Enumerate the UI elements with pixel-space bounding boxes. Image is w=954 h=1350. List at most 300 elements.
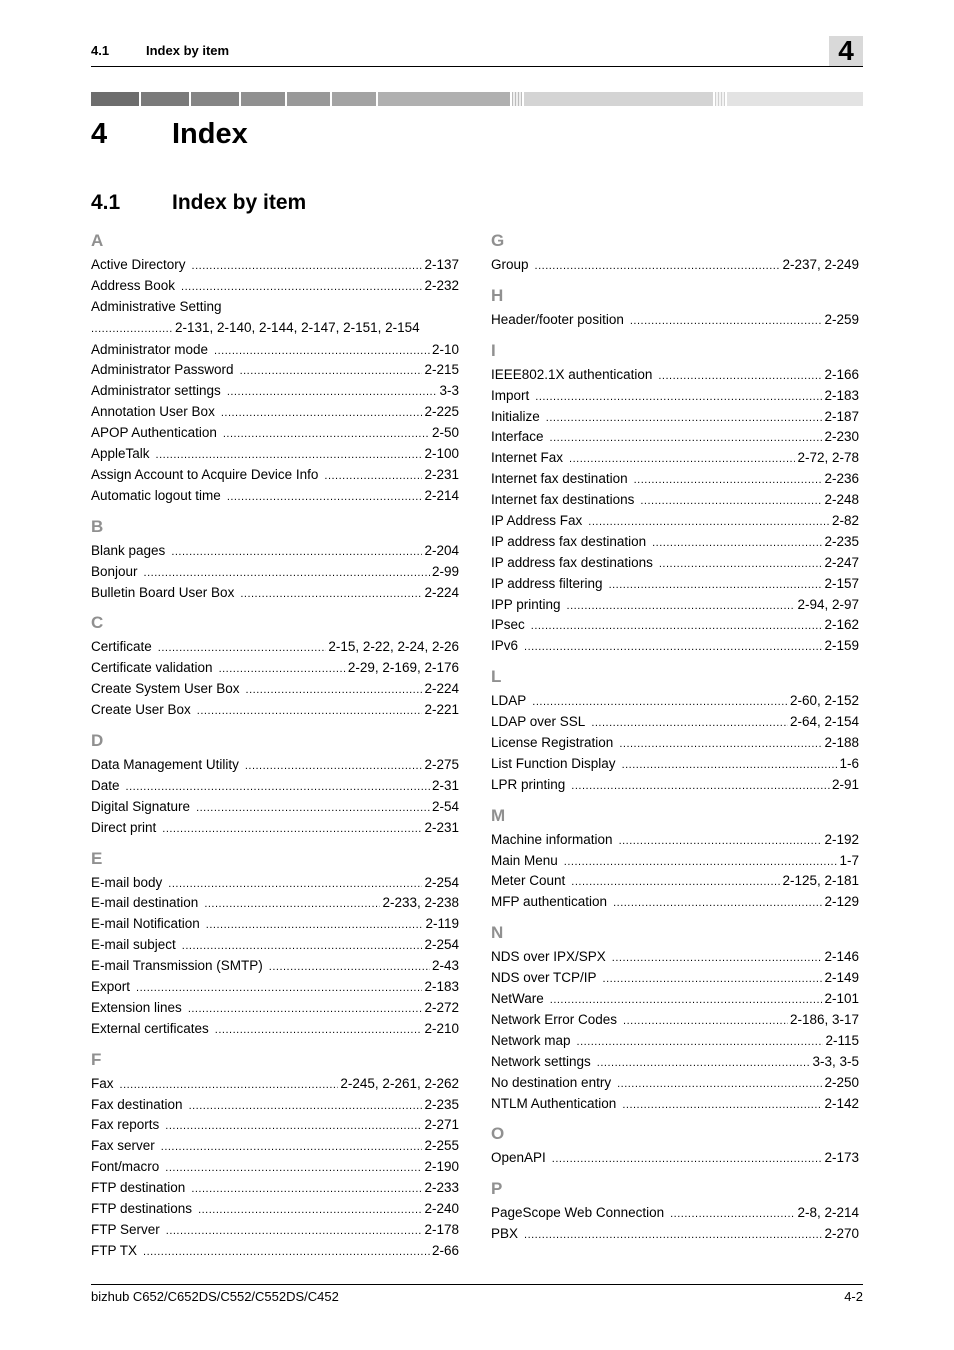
index-entry-term: Address Book	[91, 277, 176, 293]
index-entry-pages: 3-3	[439, 383, 459, 399]
index-entry	[491, 1052, 859, 1073]
leader-dots	[126, 777, 430, 798]
index-entry-term: Fax	[91, 1075, 114, 1091]
index-entry-term: Certificate	[91, 639, 152, 655]
index-entry-pages: 2-187	[824, 408, 859, 424]
leader-dots	[171, 542, 422, 563]
index-entry-pages: 2-31	[431, 777, 459, 793]
index-entry	[91, 797, 459, 818]
index-entry-pages: 2-254	[424, 937, 459, 953]
index-entry	[91, 276, 459, 297]
leader-dots	[91, 319, 173, 340]
index-entry-pages: 2-146	[824, 949, 859, 965]
index-entry	[91, 255, 459, 276]
leader-dots	[613, 893, 822, 914]
index-entry-pages: 2-233	[424, 1180, 459, 1196]
index-entry-term: Bulletin Board User Box	[91, 584, 235, 600]
index-entry-pages: 2-54	[431, 798, 459, 814]
index-entry-term: Internet Fax	[491, 450, 564, 466]
index-entry	[491, 892, 859, 913]
index-entry-pages: 2-173	[824, 1150, 859, 1166]
index-entry-term: FTP destinations	[91, 1200, 193, 1216]
leader-dots	[591, 713, 788, 734]
index-entry	[91, 465, 459, 486]
leader-dots	[531, 616, 823, 637]
leader-dots	[245, 756, 423, 777]
index-entry	[491, 553, 859, 574]
index-entry-term: LDAP over SSL	[491, 714, 586, 730]
index-entry	[491, 427, 859, 448]
page-footer	[91, 1284, 863, 1309]
index-entry	[91, 1241, 459, 1262]
leader-dots	[168, 874, 422, 895]
header-section-number: 4.1	[91, 43, 110, 58]
leader-dots	[609, 575, 823, 596]
index-entry	[91, 755, 459, 776]
index-entry	[91, 914, 459, 935]
leader-dots	[214, 341, 430, 362]
leader-dots	[524, 637, 822, 658]
index-entry-pages: 2-186, 3-17	[789, 1011, 859, 1027]
index-entry	[91, 1095, 459, 1116]
index-entry	[91, 1136, 459, 1157]
index-entry	[491, 310, 859, 331]
index-entry	[91, 679, 459, 700]
leader-dots	[246, 680, 423, 701]
index-entry-pages: 2-225	[424, 404, 459, 420]
index-entry-term: Date	[91, 777, 120, 793]
index-entry-term: Internet fax destinations	[491, 492, 635, 508]
index-entry-term: Network Error Codes	[491, 1011, 618, 1027]
index-entry	[91, 700, 459, 721]
leader-dots	[197, 701, 423, 722]
index-entry-pages: 2-149	[824, 970, 859, 986]
index-entry	[491, 615, 859, 636]
index-entry-pages: 1-6	[839, 755, 859, 771]
index-entry-term: Header/footer position	[491, 311, 624, 327]
index-entry-term: IPP printing	[491, 596, 561, 612]
index-entry-pages: 2-8, 2-214	[797, 1205, 859, 1221]
index-entry-term: License Registration	[491, 735, 614, 751]
index-entry	[491, 733, 859, 754]
leader-dots	[189, 1096, 423, 1117]
index-entry	[91, 444, 459, 465]
leader-dots	[630, 311, 823, 332]
section-name: Index by item	[172, 191, 307, 214]
leader-dots	[640, 491, 822, 512]
section-number: 4.1	[91, 191, 121, 214]
index-entry-pages: 2-162	[824, 617, 859, 633]
index-entry-pages: 2-192	[824, 831, 859, 847]
index-entry-term: Bonjour	[91, 563, 138, 579]
leader-dots	[227, 382, 438, 403]
leader-dots	[622, 755, 838, 776]
header-chapter-number: 4	[829, 36, 863, 66]
index-entry-term: Administrator settings	[91, 383, 221, 399]
index-column-left	[91, 229, 459, 1262]
index-entry-pages: 2-235	[824, 533, 859, 549]
index-entry-term: MFP authentication	[491, 894, 608, 910]
index-entry-term: Administrator mode	[91, 341, 209, 357]
index-entry	[491, 490, 859, 511]
index-entry-pages: 2-142	[824, 1095, 859, 1111]
index-entry-pages: 2-235	[424, 1096, 459, 1112]
index-entry-pages: 2-231	[424, 466, 459, 482]
leader-dots	[143, 1242, 430, 1263]
leader-dots	[161, 1137, 423, 1158]
index-entry	[91, 381, 459, 402]
leader-dots	[269, 957, 430, 978]
leader-dots	[535, 387, 822, 408]
index-entry-term: AppleTalk	[91, 446, 150, 462]
index-entry-pages: 2-248	[824, 492, 859, 508]
index-entry	[491, 448, 859, 469]
running-header	[91, 35, 863, 67]
index-entry-term: Network map	[491, 1032, 571, 1048]
chapter-number: 4	[91, 118, 108, 150]
index-entry	[91, 1074, 459, 1095]
leader-dots	[524, 1225, 822, 1246]
leader-dots	[612, 948, 823, 969]
index-entry-term: LDAP	[491, 693, 527, 709]
leader-dots	[324, 466, 422, 487]
leader-dots	[619, 734, 822, 755]
index-entry	[91, 1115, 459, 1136]
index-entry-pages: 2-270	[824, 1226, 859, 1242]
index-entry-pages: 2-247	[824, 554, 859, 570]
index-entry	[91, 658, 459, 679]
index-entry	[91, 1178, 459, 1199]
index-letter-heading: D	[91, 730, 104, 750]
index-letter-heading: H	[491, 285, 504, 305]
leader-dots	[546, 408, 823, 429]
index-entry-pages: 1-7	[839, 852, 859, 868]
index-entry	[491, 871, 859, 892]
leader-dots	[120, 1075, 339, 1096]
index-entry-pages: 2-66	[431, 1242, 459, 1258]
index-entry-term: Administrator Password	[91, 362, 234, 378]
index-entry-term: E-mail Transmission (SMTP)	[91, 958, 263, 974]
index-entry-pages: 2-214	[424, 487, 459, 503]
index-entry-pages: 2-131, 2-140, 2-144, 2-147, 2-151, 2-154	[175, 319, 420, 335]
index-entry	[491, 1224, 859, 1245]
index-entry-term: Digital Signature	[91, 798, 191, 814]
leader-dots	[240, 584, 422, 605]
index-entry-term: E-mail destination	[91, 895, 199, 911]
leader-dots	[617, 1074, 822, 1095]
index-entry	[91, 1157, 459, 1178]
leader-dots	[196, 798, 430, 819]
index-entry-pages: 2-204	[424, 542, 459, 558]
index-entry-pages: 2-236	[824, 471, 859, 487]
index-entry-term: FTP destination	[91, 1180, 186, 1196]
index-entry	[91, 893, 459, 914]
index-entry-pages: 2-233, 2-238	[382, 895, 459, 911]
index-entry-pages: 2-91	[831, 776, 859, 792]
index-entry	[91, 340, 459, 361]
index-entry	[491, 595, 859, 616]
leader-dots	[619, 831, 823, 852]
index-entry	[491, 365, 859, 386]
index-letter-heading: L	[491, 667, 502, 687]
index-entry	[91, 935, 459, 956]
index-entry-term: Main Menu	[491, 852, 558, 868]
leader-dots	[658, 366, 822, 387]
index-entry-term: Blank pages	[91, 542, 166, 558]
leader-dots	[571, 776, 830, 797]
index-entry-term: IP Address Fax	[491, 513, 583, 529]
index-entry-pages: 2-178	[424, 1221, 459, 1237]
index-entry	[491, 255, 859, 276]
index-entry-pages: 2-72, 2-78	[797, 450, 859, 466]
index-entry	[91, 423, 459, 444]
index-letter-heading: P	[491, 1179, 503, 1199]
index-letter-heading: A	[91, 231, 104, 250]
leader-dots	[165, 1158, 422, 1179]
chapter-name: Index	[172, 118, 248, 150]
footer-page-number: 4-2	[844, 1289, 863, 1304]
index-entry-pages: 2-221	[424, 702, 459, 718]
index-entry-pages: 2-240	[424, 1200, 459, 1216]
index-entry-term: IPv6	[491, 638, 519, 654]
index-entry-term: APOP Authentication	[91, 425, 217, 441]
index-entry-pages: 2-125, 2-181	[782, 873, 859, 889]
index-entry-pages: 2-245, 2-261, 2-262	[340, 1075, 459, 1091]
leader-dots	[623, 1011, 788, 1032]
index-entry	[491, 386, 859, 407]
index-entry	[91, 486, 459, 507]
leader-dots	[162, 819, 422, 840]
leader-dots	[550, 990, 823, 1011]
index-entry	[91, 873, 459, 894]
index-entry-pages: 2-94, 2-97	[797, 596, 859, 612]
leader-dots	[158, 638, 327, 659]
index-entry-term: E-mail body	[91, 874, 163, 890]
index-entry	[491, 511, 859, 532]
index-entry	[91, 562, 459, 583]
index-entry-pages: 2-100	[424, 446, 459, 462]
footer-model: bizhub C652/C652DS/C552/C552DS/C452	[91, 1289, 339, 1304]
index-entry-pages: 3-3, 3-5	[812, 1053, 859, 1069]
index-entry-pages: 2-137	[424, 257, 459, 272]
index-entry-pages: 2-50	[431, 425, 459, 441]
leader-dots	[622, 1095, 822, 1116]
index-entry-pages: 2-210	[424, 1020, 459, 1036]
index-entry-term: NDS over TCP/IP	[491, 970, 597, 986]
index-entry-term: Network settings	[491, 1053, 591, 1069]
leader-dots	[227, 487, 423, 508]
index-entry-pages: 2-232	[424, 277, 459, 293]
index-entry-pages: 2-183	[424, 978, 459, 994]
index-entry-term: Assign Account to Acquire Device Info	[91, 466, 319, 482]
index-entry	[491, 532, 859, 553]
index-entry-pages: 2-254	[424, 874, 459, 890]
leader-dots	[223, 424, 430, 445]
index-entry	[491, 830, 859, 851]
index-entry-pages: 2-43	[431, 958, 459, 974]
index-entry-term: PBX	[491, 1226, 519, 1242]
leader-dots	[191, 1179, 422, 1200]
index-entry-pages: 2-10	[431, 341, 459, 357]
index-entry	[91, 1220, 459, 1241]
index-entry	[491, 712, 859, 733]
index-entry	[91, 977, 459, 998]
index-entry-term: LPR printing	[491, 776, 566, 792]
index-entry	[491, 1094, 859, 1115]
index-entry-pages: 2-215	[424, 362, 459, 378]
index-entry-pages: 2-119	[425, 916, 459, 932]
index-entry-pages: 2-231	[424, 819, 459, 835]
index-entry	[91, 360, 459, 381]
index-entry	[491, 636, 859, 657]
leader-dots	[535, 256, 781, 277]
index-letter-heading: I	[491, 340, 496, 360]
index-entry	[91, 998, 459, 1019]
index-entry-term: Certificate validation	[91, 660, 213, 676]
index-entry	[491, 469, 859, 490]
leader-dots	[204, 894, 380, 915]
index-entry	[91, 1199, 459, 1220]
index-entry-term: Fax server	[91, 1138, 155, 1154]
leader-dots	[181, 277, 422, 298]
index-entry-pages: 2-272	[424, 999, 459, 1015]
index-entry-term: Export	[91, 978, 131, 994]
index-entry-pages: 2-166	[824, 366, 859, 382]
index-entry-term: IP address filtering	[491, 575, 603, 591]
index-entry-term: E-mail Notification	[91, 916, 200, 932]
index-entry-pages: 2-29, 2-169, 2-176	[347, 660, 459, 676]
index-entry-pages: 2-255	[424, 1138, 459, 1154]
index-entry	[491, 775, 859, 796]
index-entry	[491, 947, 859, 968]
leader-dots	[670, 1204, 795, 1225]
index-entry	[91, 818, 459, 839]
index-entry	[91, 297, 459, 340]
leader-dots	[182, 936, 423, 957]
index-entry	[91, 776, 459, 797]
leader-dots	[634, 470, 823, 491]
leader-dots	[567, 596, 796, 617]
index-entry-term: Annotation User Box	[91, 404, 215, 420]
index-entry-term: External certificates	[91, 1020, 209, 1036]
index-entry-term: Extension lines	[91, 999, 182, 1015]
index-entry	[91, 541, 459, 562]
index-entry-pages: 2-237, 2-249	[782, 257, 859, 272]
header-section-title: Index by item	[146, 43, 230, 58]
index-entry	[491, 1031, 859, 1052]
index-entry-term: FTP Server	[91, 1221, 160, 1237]
index-entry-pages: 2-82	[831, 513, 859, 529]
leader-dots	[240, 361, 423, 382]
leader-dots	[166, 1221, 423, 1242]
index-entry-term: Fax reports	[91, 1117, 160, 1133]
index-entry-term: FTP TX	[91, 1242, 138, 1258]
leader-dots	[206, 915, 424, 936]
index-entry-pages: 2-157	[824, 575, 859, 591]
index-letter-heading: G	[491, 231, 505, 250]
index-entry-term: Fax destination	[91, 1096, 183, 1112]
index-letter-heading: N	[491, 923, 504, 943]
leader-dots	[165, 1116, 422, 1137]
decorative-bar	[91, 92, 863, 106]
index-entry-pages: 2-115	[825, 1032, 859, 1048]
index-entry-term: Font/macro	[91, 1159, 160, 1175]
index-entry-pages: 2-64, 2-154	[789, 714, 859, 730]
index-entry-pages: 2-101	[824, 991, 859, 1007]
index-entry-pages: 2-275	[424, 756, 459, 772]
index-letter-heading: E	[91, 848, 103, 868]
leader-dots	[552, 1149, 823, 1170]
index-entry-term: List Function Display	[491, 755, 616, 771]
index-entry-term: PageScope Web Connection	[491, 1205, 665, 1221]
index-entry	[491, 754, 859, 775]
index-entry-pages: 2-99	[431, 563, 459, 579]
index-entry-pages: 2-183	[824, 387, 859, 403]
leader-dots	[550, 428, 823, 449]
index-entry-term: Administrative Setting	[91, 298, 222, 314]
index-entry	[91, 956, 459, 977]
index-entry-pages: 2-230	[824, 429, 859, 445]
index-entry	[91, 1019, 459, 1040]
leader-dots	[659, 554, 823, 575]
index-entry	[491, 574, 859, 595]
index-entry-term: No destination entry	[491, 1074, 612, 1090]
leader-dots	[198, 1200, 422, 1221]
index-entry-term: Import	[491, 387, 530, 403]
index-entry-pages: 2-259	[824, 311, 859, 327]
index-letter-heading: C	[91, 613, 104, 633]
index-entry-term: NetWare	[491, 991, 544, 1007]
index-entry	[491, 968, 859, 989]
index-letter-heading: F	[91, 1049, 102, 1069]
chapter-title	[91, 118, 248, 151]
index-entry-term: Machine information	[491, 831, 613, 847]
index-entry	[491, 691, 859, 712]
index-entry-term: Create System User Box	[91, 681, 240, 697]
index-entry	[491, 407, 859, 428]
index-entry-pages: 2-15, 2-22, 2-24, 2-26	[328, 639, 459, 655]
index-entry-pages: 2-224	[424, 681, 459, 697]
index-entry-term: IEEE802.1X authentication	[491, 366, 653, 382]
index-entry-term: Interface	[491, 429, 544, 445]
index-entry-pages: 2-271	[424, 1117, 459, 1133]
index-entry-pages: 2-129	[824, 894, 859, 910]
leader-dots	[652, 533, 822, 554]
index-entry-term: Automatic logout time	[91, 487, 221, 503]
leader-dots	[532, 692, 788, 713]
section-title	[91, 191, 306, 215]
index-entry	[491, 851, 859, 872]
leader-dots	[597, 1053, 811, 1074]
leader-dots	[571, 872, 780, 893]
leader-dots	[603, 969, 823, 990]
index-entry-term: IP address fax destination	[491, 533, 647, 549]
index-entry-term: Initialize	[491, 408, 540, 424]
index-letter-heading: O	[491, 1124, 505, 1144]
index-entry	[491, 1203, 859, 1224]
index-entry-pages: 2-159	[824, 638, 859, 654]
index-entry-term: Data Management Utility	[91, 756, 239, 772]
leader-dots	[156, 445, 423, 466]
index-entry-pages: 2-190	[424, 1159, 459, 1175]
index-entry	[491, 989, 859, 1010]
index-entry	[491, 1010, 859, 1031]
leader-dots	[569, 449, 795, 470]
leader-dots	[219, 659, 346, 680]
leader-dots	[144, 563, 430, 584]
index-entry	[91, 583, 459, 604]
index-entry-pages: 2-224	[424, 584, 459, 600]
